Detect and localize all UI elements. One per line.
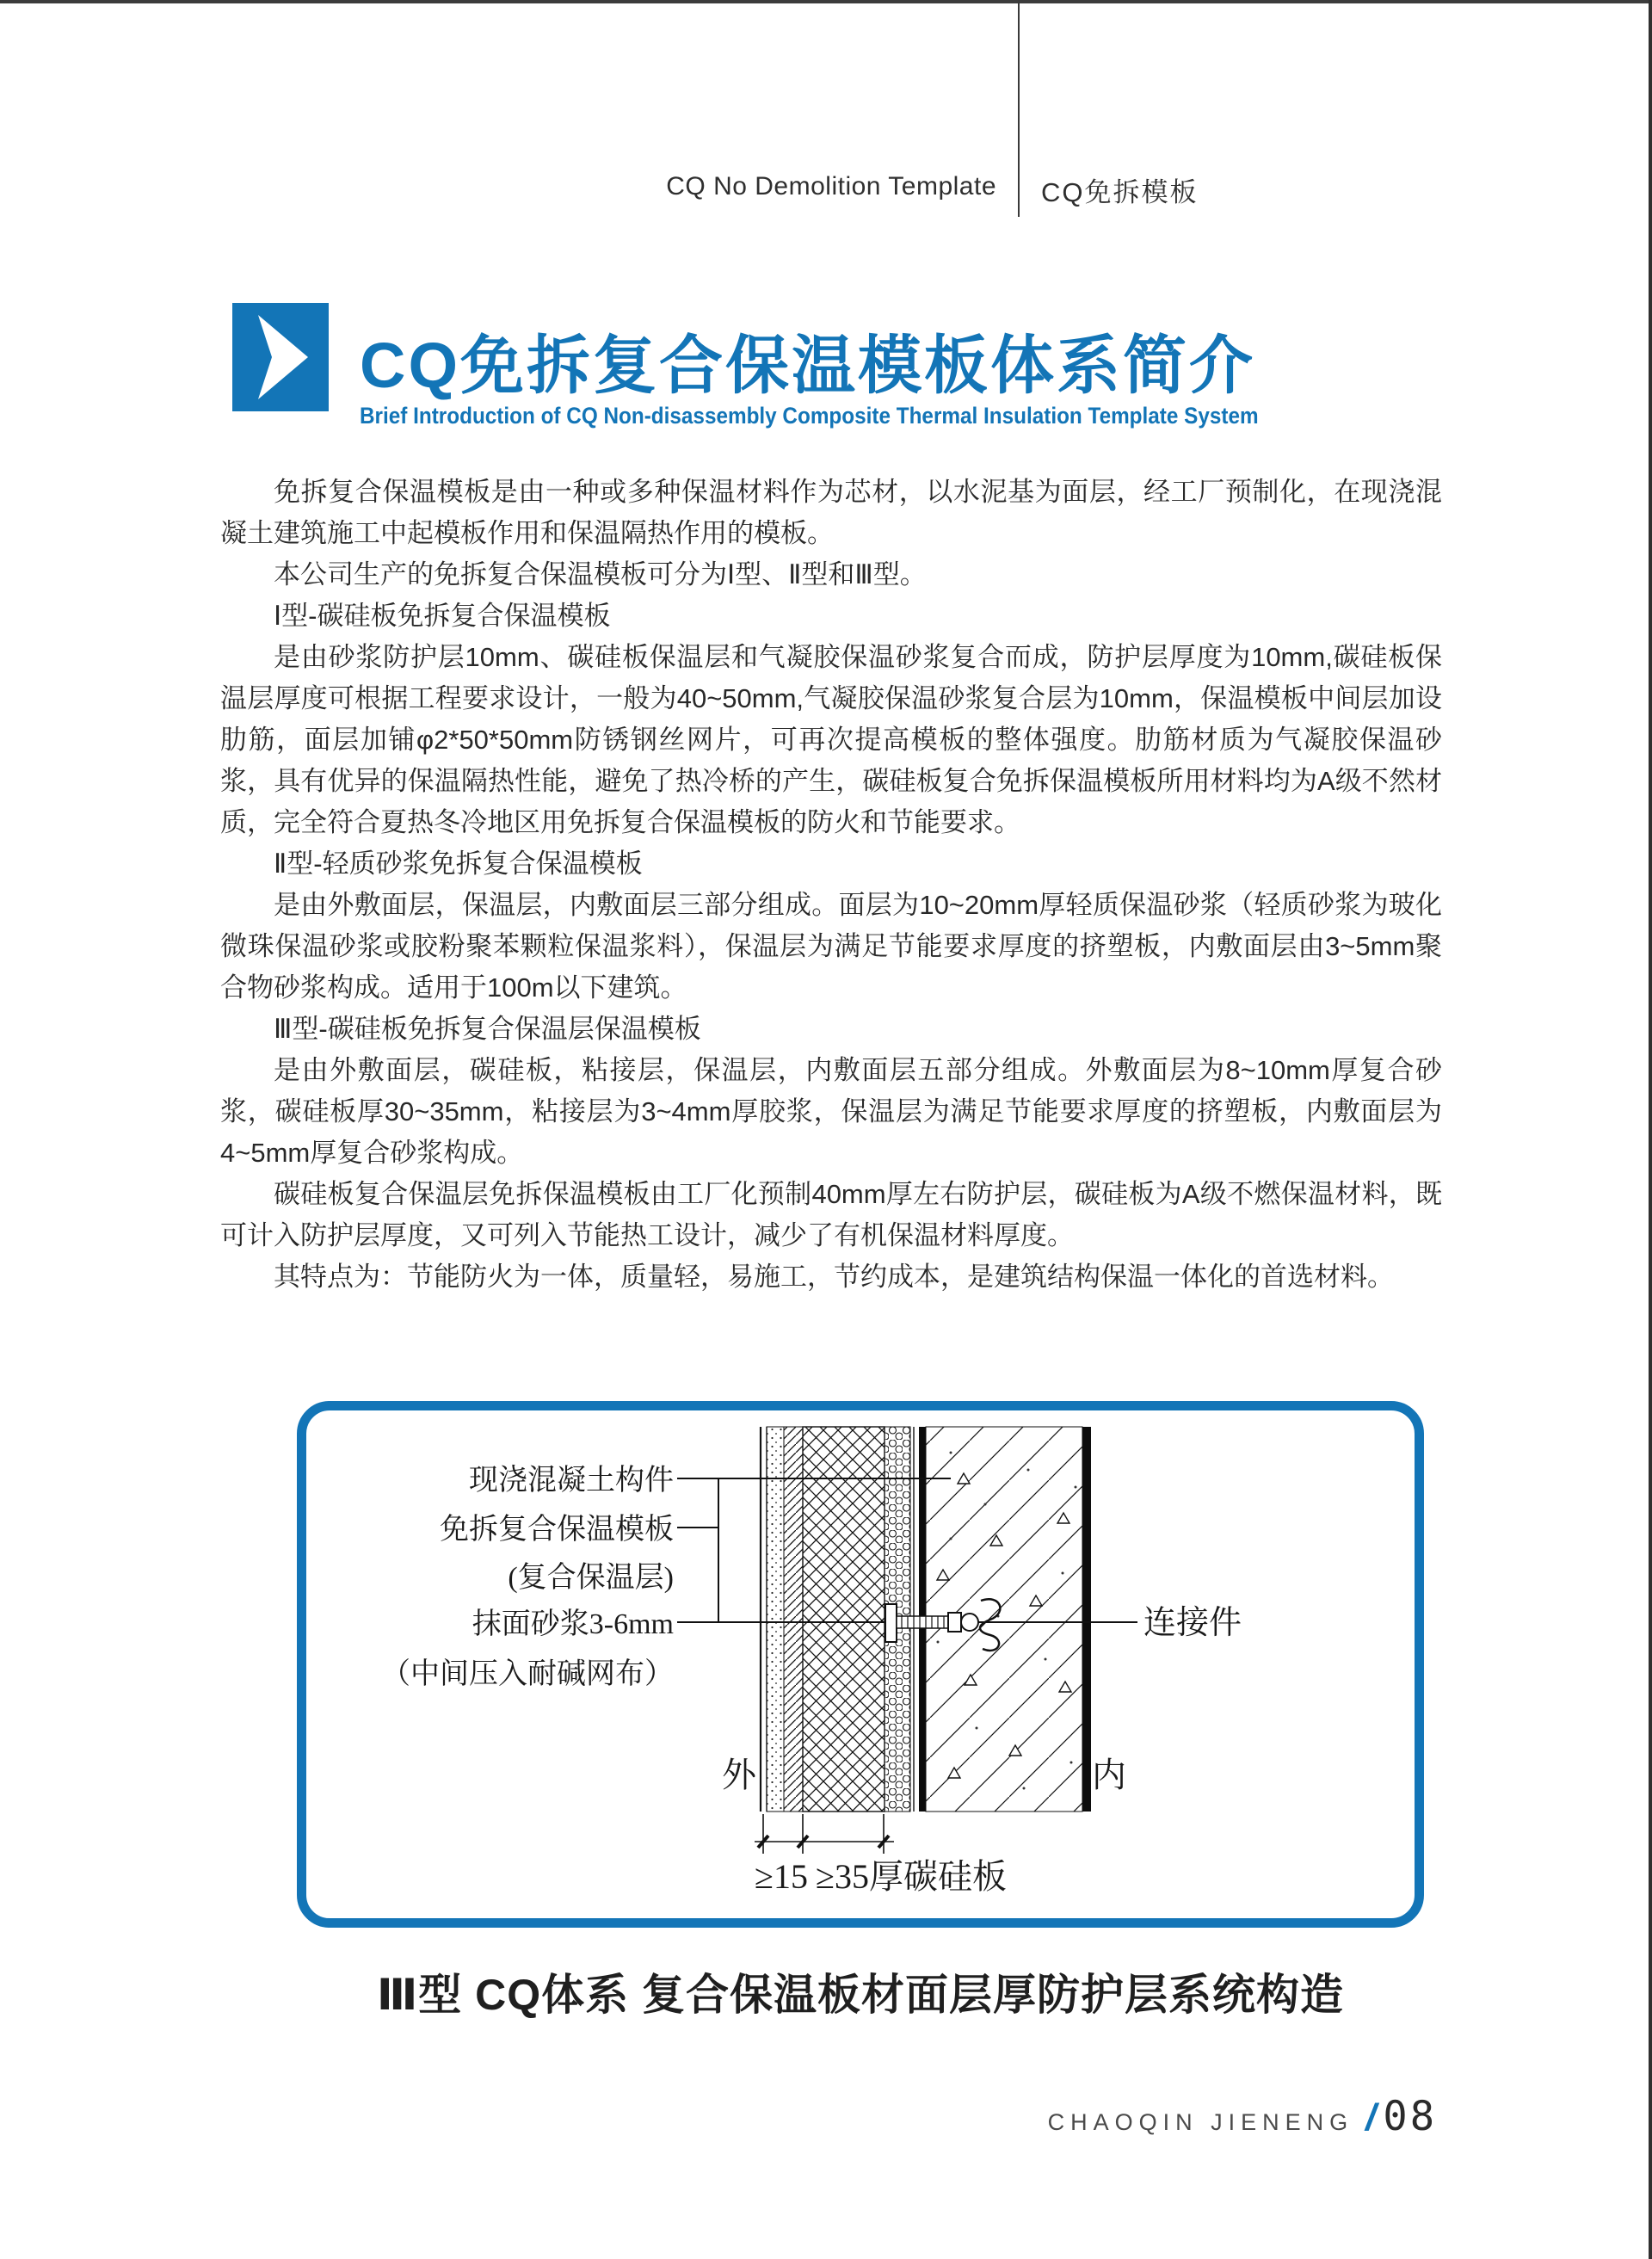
page-subtitle: Brief Introduction of CQ Non-disassembly Composite Thermal Insulation Template System [360,403,1259,429]
layer-protective-hatch [784,1427,803,1812]
label-face-mortar: 抹面砂浆3-6mm [472,1608,674,1640]
page-top-edge [0,0,1652,3]
footer-page-number: 08 [1383,2093,1437,2140]
label-alkali-mesh: （中间压入耐碱网布） [381,1658,674,1690]
diagram-box [297,1401,1424,1928]
paragraph: Ⅱ型-轻质砂浆免拆复合保温模板 [274,849,643,879]
label-cast-concrete: 现浇混凝土构件 [469,1465,674,1497]
dim-text-left: ≥15 [755,1857,808,1896]
page-right-edge [1649,0,1652,2259]
label-insulation-template: 免拆复合保温模板 [440,1514,674,1546]
paragraph: Ⅰ型-碳硅板免拆复合保温模板 [274,601,611,631]
layer-face-mortar [767,1427,784,1812]
body-text [220,472,1442,1298]
footer [1048,2093,1437,2140]
dim-text-right: ≥35厚碳硅板 [816,1857,1007,1896]
paragraph: 是由砂浆防护层10mm、碳硅板保温层和气凝胶保温砂浆复合而成，防护层厚度为10mm,碳硅板保温层厚度可根据工程要求设计，一般为40~50mm,气凝胶保温砂浆复合层为10mm，保温模板中间层加设肋筋，面层加铺φ2*50*50mm防锈钢丝网片，可再次提高模板的整体强度。肋筋材质为气凝胶保温砂浆，具有优异的保温隔热性能，避免了热冷桥的产生，碳硅板复合免拆保温模板所用材料均为A级不然材质，完全符合夏热冬冷地区用免拆复合保温模板的防火和节能要求。 [220,642,1443,837]
footer-divider: / [1365,2096,1377,2139]
layer-inner-face-line [1082,1427,1091,1812]
page-title: CQ免拆复合保温模板体系简介 [360,330,1255,401]
diagram-caption: Ⅲ型 CQ体系 复合保温板材面层厚防护层系统构造 [376,1971,1345,2019]
label-inside: 内 [1092,1756,1126,1794]
paragraph: 是由外敷面层，保温层，内敷面层三部分组成。面层为10~20mm厚轻质保温砂浆（轻质砂浆为玻化微珠保温砂浆或胶粉聚苯颗粒保温浆料），保温层为满足节能要求厚度的挤塑板，内敷面层由3~5mm聚合物砂浆构成。适用于100m以下建筑。 [220,890,1442,1003]
paragraph: 是由外敷面层，碳硅板，粘接层，保温层，内敷面层五部分组成。外敷面层为8~10mm厚复合砂浆，碳硅板厚30~35mm，粘接层为3~4mm厚胶浆，保温层为满足节能要求厚度的挤塑板，内敷面层为4~5mm厚复合砂浆构成。 [220,1055,1442,1168]
paragraph: 免拆复合保温模板是由一种或多种保温材料作为芯材，以水泥基为面层，经工厂预制化，在现浇混凝土建筑施工中起模板作用和保温隔热作用的模板。 [220,477,1442,548]
layer-carbon-silicon-board [803,1427,885,1812]
paragraph: 本公司生产的免拆复合保温模板可分为Ⅰ型、Ⅱ型和Ⅲ型。 [274,559,927,589]
label-composite-layer: (复合保温层) [508,1562,674,1594]
header-title-zh: CQ免拆模板 [1041,177,1199,207]
wall-section-diagram [297,1401,1424,1928]
label-connector: 连接件 [1143,1605,1242,1641]
header-divider [1018,0,1020,217]
footer-brand: CHAOQIN JIENENG [1047,2109,1354,2135]
paragraph: Ⅲ型-碳硅板免拆复合保温层保温模板 [274,1014,701,1044]
dimension [755,1814,894,1854]
label-outside: 外 [722,1756,756,1794]
paragraph: 其特点为：节能防火为一体，质量轻，易施工，节约成本，是建筑结构保温一体化的首选材料。 [274,1262,1394,1292]
arrow-icon [232,303,329,411]
paragraph: 碳硅板复合保温层免拆保温模板由工厂化预制40mm厚左右防护层，碳硅板为A级不燃保温材料，既可计入防护层厚度，又可列入节能热工设计，减少了有机保温材料厚度。 [220,1179,1442,1250]
header-title-en: CQ No Demolition Template [666,172,996,201]
